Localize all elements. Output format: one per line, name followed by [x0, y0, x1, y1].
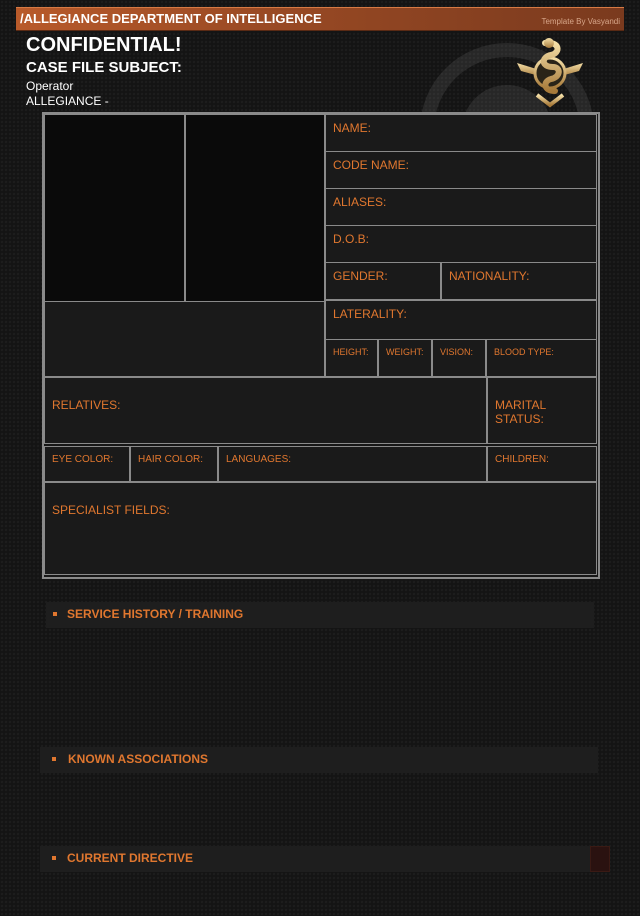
- corner-marker: [590, 846, 610, 872]
- department-title: /ALLEGIANCE DEPARTMENT OF INTELLIGENCE: [20, 11, 322, 26]
- dob-label: D.O.B:: [333, 232, 370, 246]
- notes-box: [44, 301, 325, 377]
- marital-status-field[interactable]: [487, 377, 597, 444]
- bullet-icon: [53, 612, 57, 616]
- weight-label: WEIGHT:: [386, 347, 424, 357]
- marital-status-label: MARITAL STATUS:: [495, 398, 546, 426]
- eye-color-label: EYE COLOR:: [52, 454, 114, 465]
- operator-role: Operator: [26, 79, 74, 93]
- specialist-fields-field[interactable]: [44, 482, 597, 575]
- specialist-fields-label: SPECIALIST FIELDS:: [52, 503, 170, 517]
- vision-field[interactable]: [432, 339, 486, 377]
- height-field[interactable]: [325, 339, 378, 377]
- aliases-field[interactable]: [325, 188, 597, 226]
- languages-field[interactable]: [218, 446, 487, 482]
- height-label: HEIGHT:: [333, 347, 369, 357]
- known-associations-section: [40, 747, 598, 773]
- confidential-heading: CONFIDENTIAL!: [26, 34, 182, 56]
- hair-color-field[interactable]: [130, 446, 218, 482]
- laterality-field[interactable]: [325, 300, 597, 340]
- relatives-field[interactable]: [44, 377, 487, 444]
- name-label: NAME:: [333, 121, 372, 135]
- case-file-form: [42, 112, 600, 579]
- aliases-label: ALIASES:: [333, 195, 387, 209]
- bullet-icon: [52, 856, 56, 860]
- dob-field[interactable]: [325, 225, 597, 263]
- laterality-label: LATERALITY:: [333, 307, 407, 321]
- allegiance-label: ALLEGIANCE -: [26, 94, 109, 108]
- vision-label: VISION:: [440, 347, 474, 357]
- current-directive-section: [40, 846, 608, 872]
- languages-label: LANGUAGES:: [226, 454, 292, 465]
- gender-field[interactable]: [325, 262, 441, 300]
- weight-field[interactable]: [378, 339, 432, 377]
- case-file-subject: CASE FILE SUBJECT:: [26, 59, 182, 76]
- known-associations-title: KNOWN ASSOCIATIONS: [68, 752, 208, 766]
- blood-type-label: BLOOD TYPE:: [494, 347, 554, 357]
- photo-box-1: [44, 114, 185, 303]
- name-field[interactable]: [325, 114, 597, 152]
- nationality-label: NATIONALITY:: [449, 269, 530, 283]
- photo-box-2: [185, 114, 325, 303]
- service-history-section: [46, 602, 594, 628]
- template-credit: Template By Vasyandi: [541, 17, 620, 26]
- relatives-label: RELATIVES:: [52, 398, 121, 412]
- blood-type-field[interactable]: [486, 339, 597, 377]
- children-label: CHILDREN:: [495, 454, 549, 465]
- current-directive-title: CURRENT DIRECTIVE: [67, 851, 194, 865]
- nationality-field[interactable]: [441, 262, 597, 300]
- hair-color-label: HAIR COLOR:: [138, 454, 204, 465]
- bullet-icon: [52, 757, 56, 761]
- code-name-field[interactable]: [325, 151, 597, 189]
- eye-color-field[interactable]: [44, 446, 130, 482]
- children-field[interactable]: [487, 446, 597, 482]
- snake-emblem-icon: [515, 33, 585, 109]
- service-history-title: SERVICE HISTORY / TRAINING: [67, 607, 244, 621]
- header-bar: [16, 7, 624, 31]
- code-name-label: CODE NAME:: [333, 158, 410, 172]
- gender-label: GENDER:: [333, 269, 388, 283]
